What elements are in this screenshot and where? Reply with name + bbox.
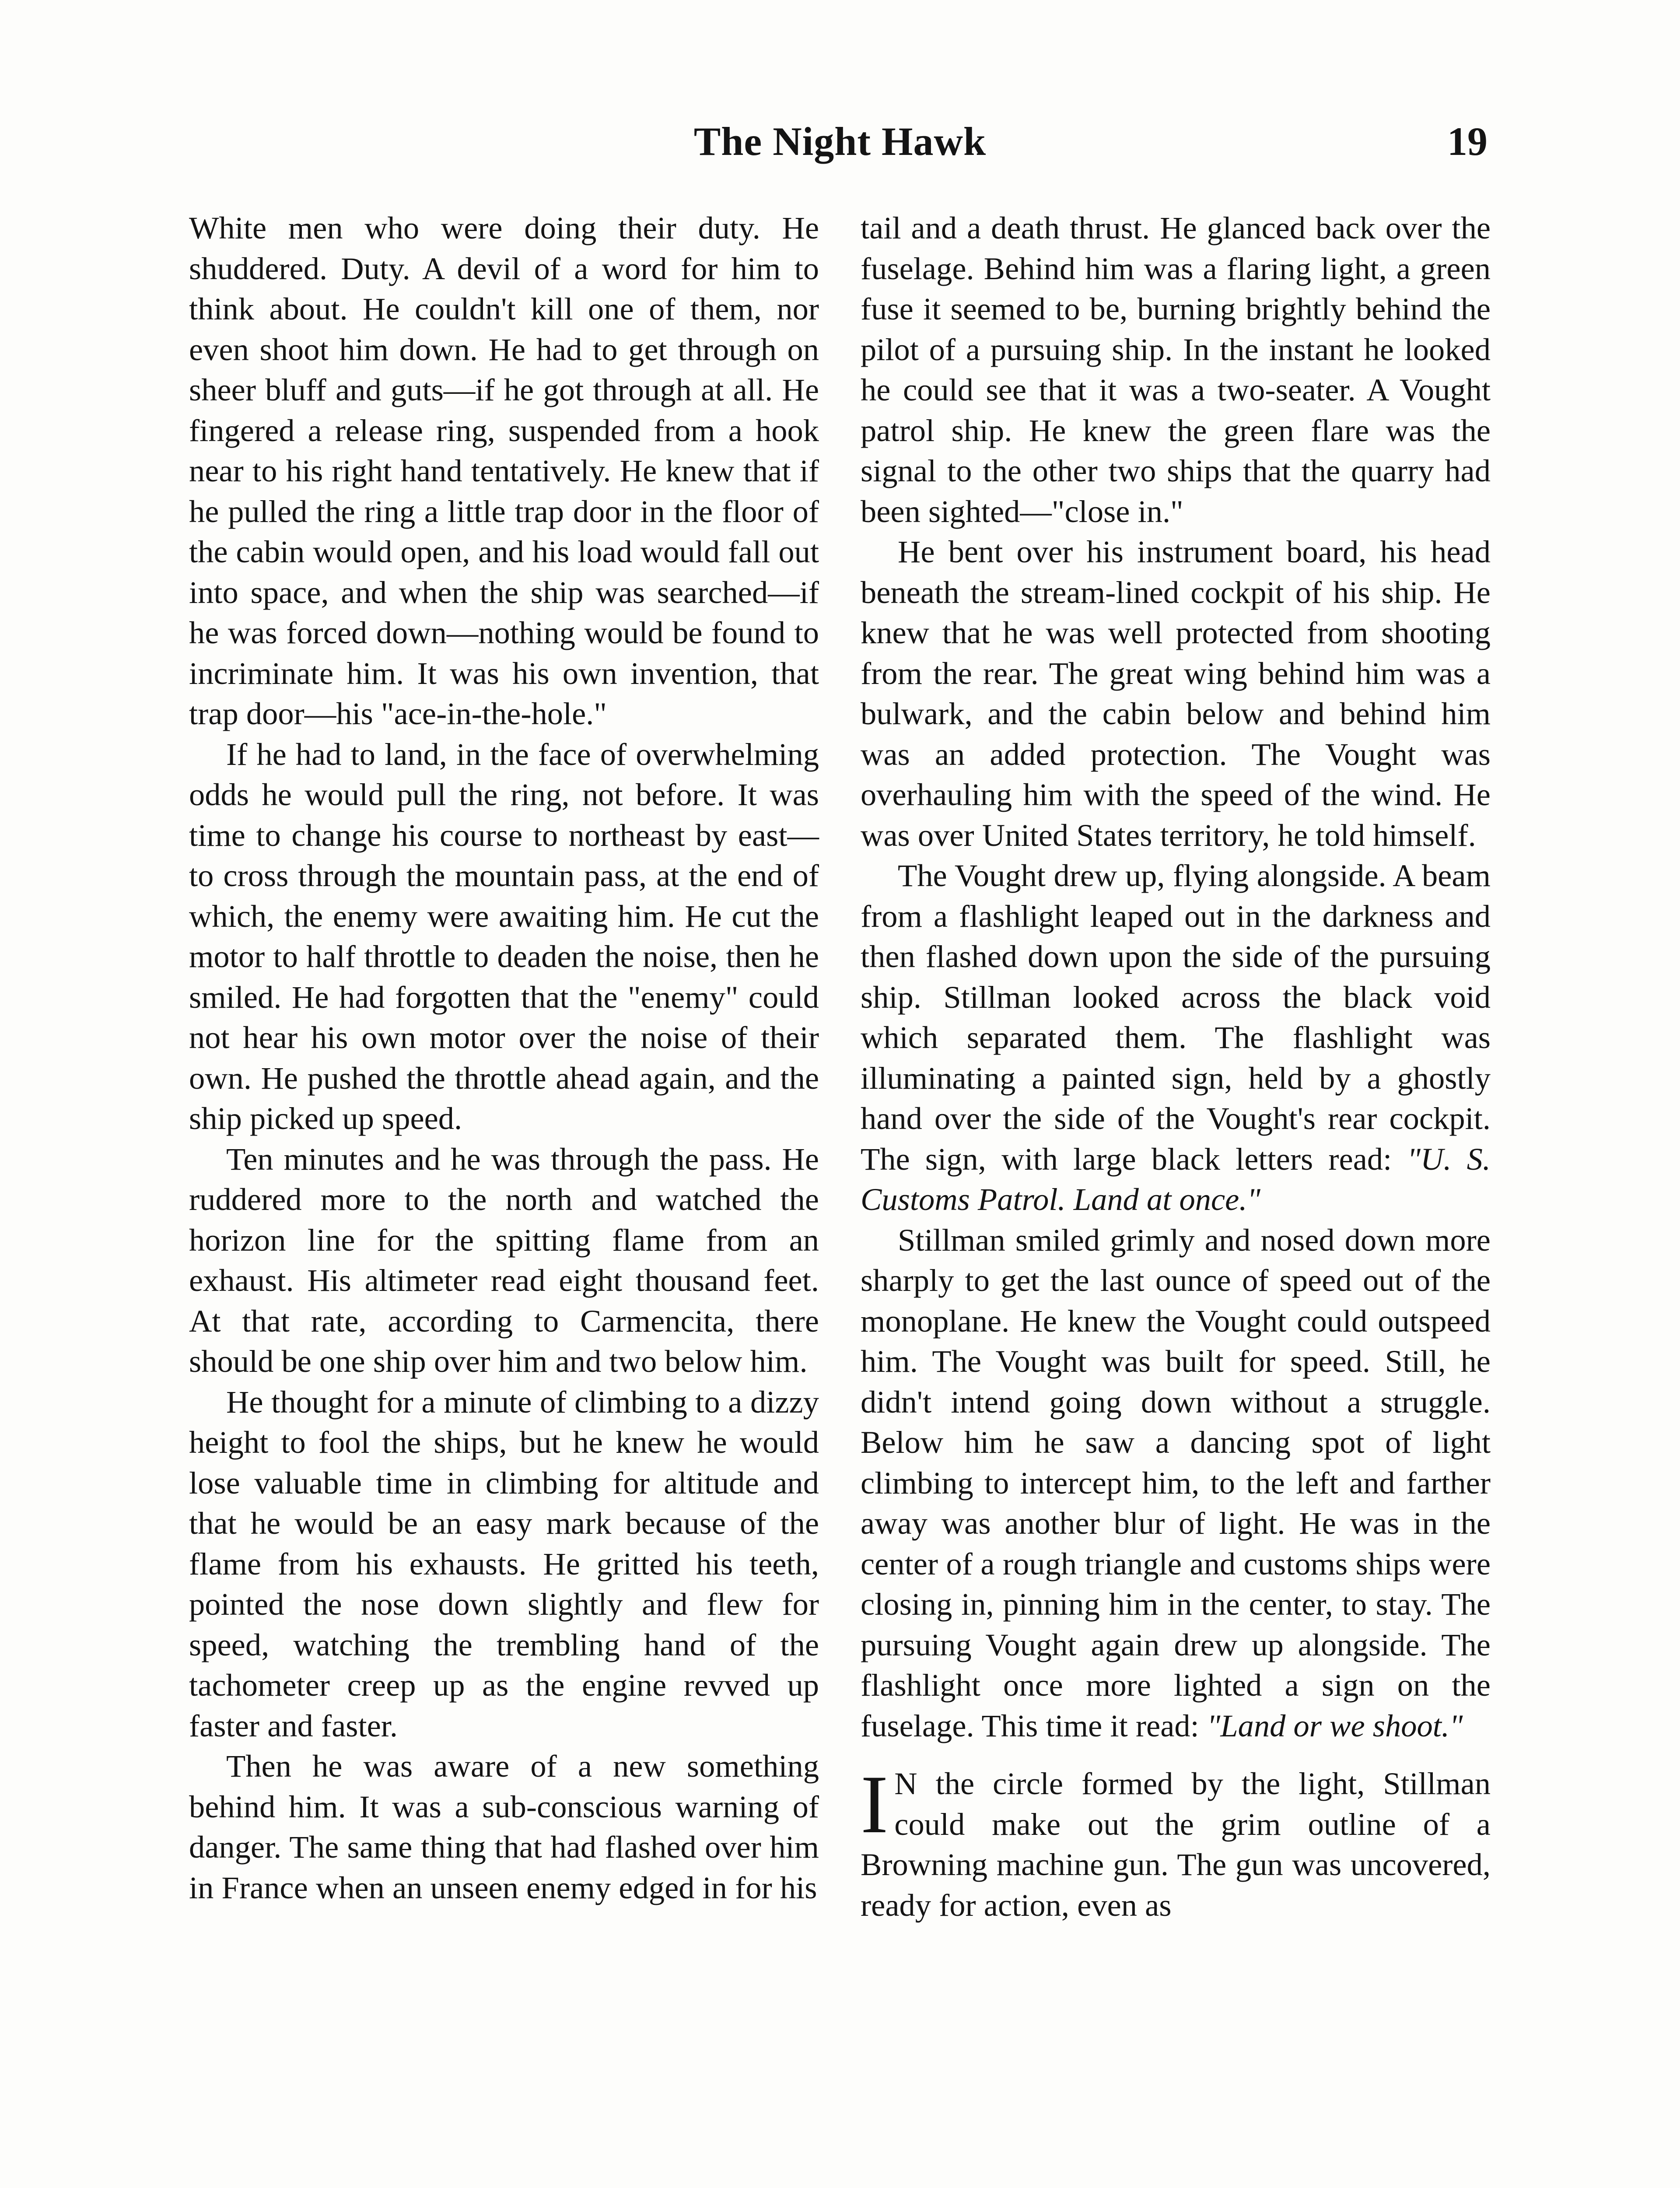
- paragraph: He bent over his instrument board, his head beneath the stream-lined cockpit of his ship. He knew that he was well protected from shooting from the rear. The great wing behind him was a bulwark, and the cabin below and behind him was an added protection. The Vought was overhauling him with the speed of the wind. He was over United States territory, he told himself.: [861, 534, 1491, 853]
- customs-sign-text: "U. S. Customs Patrol. Land at once.": [861, 1141, 1491, 1217]
- right-column: [861, 208, 1491, 1925]
- left-column: [189, 208, 819, 1908]
- paragraph-text: Stillman smiled grimly and nosed down more sharply to get the last ounce of speed out of the monoplane. He knew the Vought could outspeed him. The Vought was built for speed. Still, he didn't intend going down without a struggle. Below him he saw a dancing spot of light climbing to intercept him, to the left and farther away was another blur of light. He was in the center of a rough triangle and customs ships were closing in, pinning him in the center, to stay. The pursuing Vought again drew up alongside. The flashlight once more lighted a sign on the fuselage. This time it read:: [861, 1222, 1491, 1743]
- paragraph-text: N the circle formed by the light, Stillman could make out the grim outline of a Browning machine gun. The gun was uncovered, ready for action, even as: [861, 1766, 1491, 1923]
- running-title: The Night Hawk: [693, 119, 987, 164]
- paragraph-text: The Vought drew up, flying alongside. A beam from a flashlight leaped out in the darkness and then flashed down upon the side of the pursuing ship. Stillman looked across the black void which separated them. The flashlight was illuminating a painted sign, held by a ghostly hand over the side of the Vought's rear cockpit. The sign, with large black letters read:: [861, 858, 1491, 1177]
- paragraph: Then he was aware of a new something behind him. It was a sub-conscious warning of danger. The same thing that had flashed over him in France when an unseen enemy edged in for his: [189, 1748, 819, 1905]
- paragraph: If he had to land, in the face of overwhelming odds he would pull the ring, not before. It was time to change his course to northeast by east—to cross through the mountain pass, at the end of which, the enemy were awaiting him. He cut the motor to half throttle to deaden the noise, then he smiled. He had forgotten that the "enemy" could not hear his own motor over the noise of their own. He pushed the throttle ahead again, and the ship picked up speed.: [189, 736, 819, 1136]
- drop-cap: I: [861, 1759, 889, 1851]
- page-number: 19: [1447, 119, 1488, 164]
- paragraph-with-drop-cap: [861, 1759, 1491, 1925]
- paragraph: Ten minutes and he was through the pass. He ruddered more to the north and watched the horizon line for the spitting flame from an exhaust. His altimeter read eight thousand feet. At that rate, according to Carmencita, there should be one ship over him and two below him.: [189, 1141, 819, 1379]
- paragraph: [861, 1220, 1491, 1746]
- paragraph: He thought for a minute of climbing to a dizzy height to fool the ships, but he knew he would lose valuable time in climbing for altitude and that he would be an easy mark because of the flame from his exhausts. He gritted his teeth, pointed the nose down slightly and flew for speed, watching the trembling hand of the tachometer creep up as the engine revved up faster and faster.: [189, 1384, 819, 1743]
- page-header: [0, 118, 1680, 179]
- warning-sign-text: "Land or we shoot.": [1207, 1708, 1463, 1743]
- paragraph: [861, 856, 1491, 1220]
- paragraph: White men who were doing their duty. He shuddered. Duty. A devil of a word for him to think about. He couldn't kill one of them, nor even shoot him down. He had to get through on sheer bluff and guts—if he got through at all. He fingered a release ring, suspended from a hook near to his right hand tentatively. He knew that if he pulled the ring a little trap door in the floor of the cabin would open, and his load would fall out into space, and when the ship was searched—if he was forced down—nothing would be found to incriminate him. It was his own invention, that trap door—his "ace-in-the-hole.": [189, 210, 819, 731]
- paragraph: tail and a death thrust. He glanced back over the fuselage. Behind him was a flaring light, a green fuse it seemed to be, burning brightly behind the pilot of a pursuing ship. In the instant he looked he could see that it was a two-seater. A Vought patrol ship. He knew the green flare was the signal to the other two ships that the quarry had been sighted—"close in.": [861, 210, 1491, 529]
